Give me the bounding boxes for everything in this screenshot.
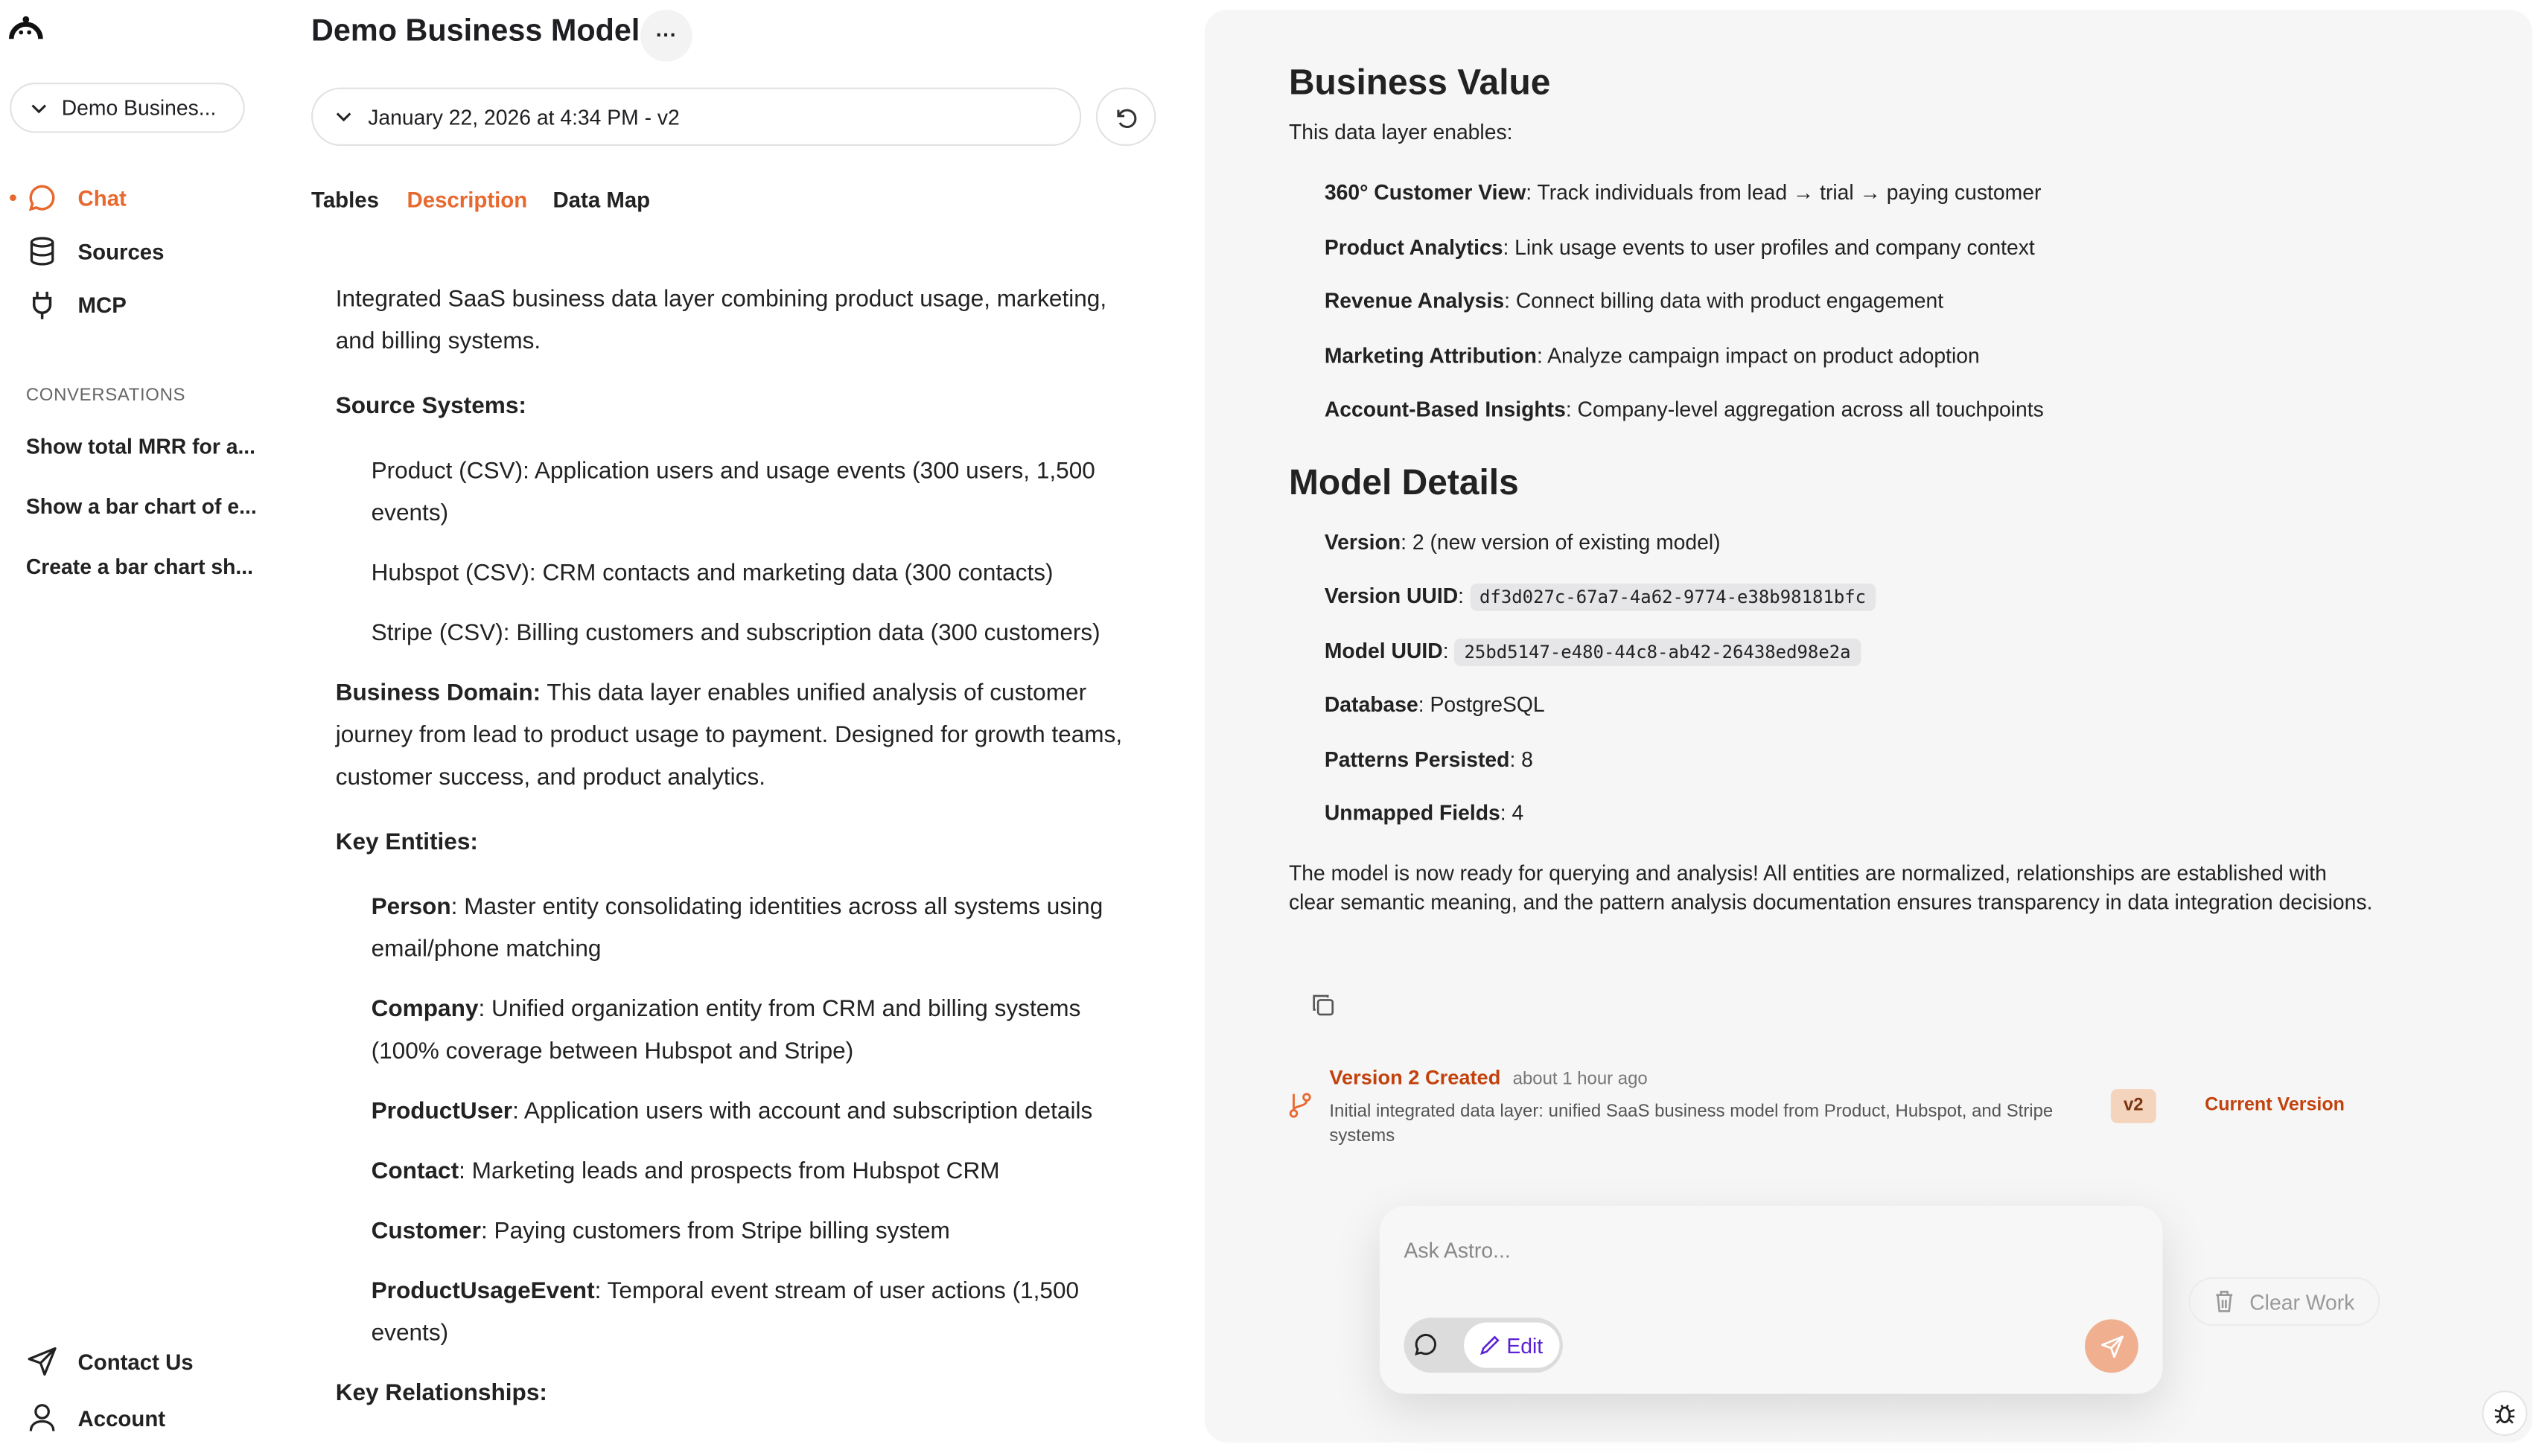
send-icon (26, 1345, 59, 1378)
tab-data-map[interactable]: Data Map (552, 188, 651, 213)
tab-tables[interactable]: Tables (311, 188, 379, 213)
business-domain: Business Domain: This data layer enables unified analysis of customer journey from lead to product usage to payment. Designed for growth teams, customer success, and product analytics. (335, 680, 1123, 791)
source-item: Hubspot (CSV): CRM contacts and marketing data (300 contacts) (371, 561, 1054, 587)
conversation-item[interactable]: Show a bar chart of e... (25, 494, 257, 519)
event-title: Version 2 Created (1329, 1066, 1501, 1090)
bv-item: Marketing Attribution: Analyze campaign impact on product adoption (1324, 342, 1980, 368)
mode-toggle[interactable] (1404, 1318, 1563, 1373)
chat-input-box (1380, 1206, 2163, 1394)
debug-button[interactable] (2482, 1390, 2527, 1436)
version-label: January 22, 2026 at 4:34 PM - v2 (368, 104, 680, 130)
chat-bubble-icon (26, 182, 59, 214)
event-description: Initial integrated data layer: unified SaaS business model from Product, Hubspot, and Stripe systems (1329, 1102, 2054, 1146)
event-time: about 1 hour ago (1512, 1070, 1648, 1090)
refresh-icon (1114, 104, 1138, 129)
chat-panel (1205, 10, 2532, 1443)
entity-item: Company: Unified organization entity from CRM and billing systems (100% coverage between Hubspot and Stripe) (371, 997, 1081, 1065)
summary-text: The model is now ready for querying and analysis! All entities are normalized, relationships are established with clear semantic meaning, and the pattern analysis documentation ensures transparency in data integration decisions. (1288, 860, 2373, 914)
version-event (1329, 1067, 1647, 1089)
source-heading: Source Systems: (335, 394, 526, 420)
send-icon (2100, 1335, 2123, 1357)
description-content (336, 278, 1147, 1437)
intro-text: Integrated SaaS business data layer combining product usage, marketing, and billing systems. (335, 287, 1107, 355)
copy-icon (1311, 994, 1334, 1016)
bv-item: Product Analytics: Link usage events to user profiles and company context (1324, 234, 2035, 259)
active-dot (10, 194, 16, 201)
logo[interactable] (8, 15, 44, 41)
chevron-down-icon (336, 112, 352, 121)
version-selector[interactable] (311, 88, 1081, 146)
database-icon (26, 235, 59, 268)
contact-us-link[interactable]: Contact Us (26, 1345, 194, 1378)
bug-icon (2494, 1402, 2516, 1424)
model-details-heading: Model Details (1288, 461, 1519, 502)
bv-item: Revenue Analysis: Connect billing data with product engagement (1324, 288, 1944, 313)
detail-unmapped: Unmapped Fields: 4 (1324, 800, 1524, 826)
entity-item: ProductUsageEvent: Temporal event stream of user actions (1,500 events) (371, 1278, 1080, 1347)
sidebar-item-mcp[interactable]: MCP (26, 289, 127, 322)
version-badge: v2 (2111, 1089, 2156, 1123)
entity-item: Person: Master entity consolidating identities across all systems using email/phone matching (371, 894, 1103, 963)
entities-heading: Key Entities: (335, 829, 478, 856)
detail-database: Database: PostgreSQL (1324, 692, 1545, 717)
chevron-down-icon (31, 103, 47, 112)
more-options-button[interactable]: ··· (640, 10, 692, 62)
copy-button[interactable] (1311, 994, 1334, 1016)
user-icon (26, 1402, 59, 1434)
conversations-heading: CONVERSATIONS (25, 386, 186, 406)
sidebar-item-chat[interactable]: Chat (26, 182, 127, 214)
chat-bubble-icon (1414, 1332, 1439, 1357)
conversation-item[interactable]: Show total MRR for a... (25, 434, 256, 459)
workspace-name: Demo Busines... (61, 95, 217, 121)
current-version-label: Current Version (2205, 1095, 2345, 1115)
source-item: Product (CSV): Application users and usage events (300 users, 1,500 events) (371, 459, 1095, 527)
bv-item: Account-Based Insights: Company-level aggregation across all touchpoints (1324, 397, 2044, 422)
workspace-selector[interactable] (10, 83, 245, 132)
sidebar-item-sources[interactable]: Sources (26, 235, 165, 268)
entity-item: ProductUser: Application users with account and subscription details (371, 1099, 1093, 1125)
conversation-item[interactable]: Create a bar chart sh... (25, 554, 254, 579)
clear-work-button[interactable]: Clear Work (2188, 1277, 2380, 1326)
chat-mode-button[interactable] (1414, 1332, 1439, 1357)
business-value-heading: Business Value (1288, 61, 1551, 103)
detail-version-uuid: Version UUID: df3d027c-67a7-4a62-9774-e38b98181bfc (1289, 580, 2375, 634)
relationships-heading: Key Relationships: (335, 1381, 547, 1407)
entity-item: Customer: Paying customers from Stripe billing system (371, 1219, 950, 1245)
chat-input[interactable]: Ask Astro... (1404, 1238, 1511, 1263)
source-item: Stripe (CSV): Billing customers and subscription data (300 customers) (371, 620, 1100, 647)
edit-mode-button[interactable]: Edit (1464, 1323, 1559, 1368)
send-button[interactable] (2085, 1319, 2138, 1373)
pencil-icon (1481, 1335, 1500, 1355)
tab-description[interactable]: Description (407, 188, 528, 213)
detail-patterns: Patterns Persisted: 8 (1324, 746, 1533, 771)
detail-model-uuid: Model UUID: 25bd5147-e480-44c8-ab42-26438ed98e2a (1289, 634, 2375, 689)
entity-item: Contact: Marketing leads and prospects from Hubspot CRM (371, 1158, 1000, 1185)
refresh-button[interactable] (1096, 88, 1156, 146)
plug-icon (26, 289, 59, 322)
account-link[interactable]: Account (26, 1402, 165, 1434)
branch-icon (1289, 1093, 1311, 1119)
bv-intro: This data layer enables: (1288, 120, 1513, 144)
trash-icon (2214, 1290, 2233, 1312)
detail-version: Version: 2 (new version of existing model) (1324, 529, 1721, 554)
bv-item: 360° Customer View: Track individuals from lead → trial → paying customer (1324, 179, 2042, 205)
page-title: Demo Business Model (311, 14, 640, 49)
